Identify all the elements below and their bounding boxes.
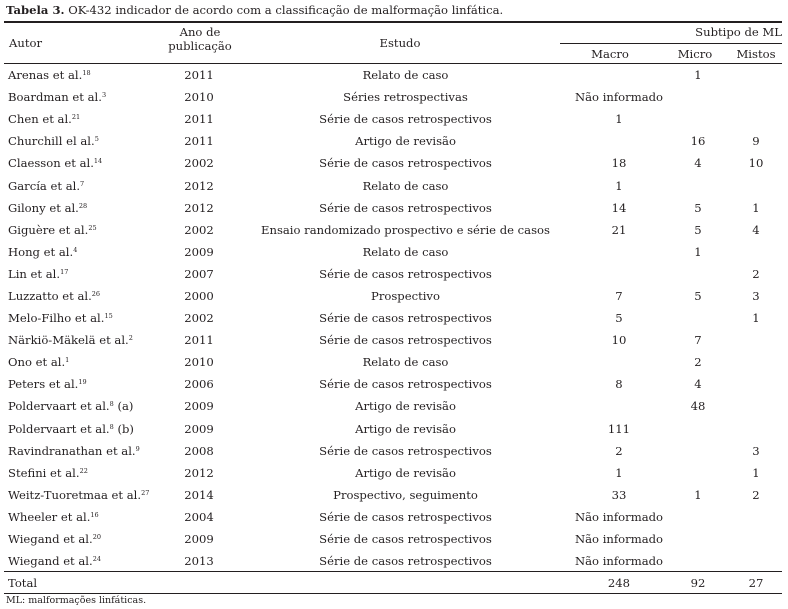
cell-micro: 7 — [694, 333, 702, 348]
cell-estudo: Artigo de revisão — [355, 134, 456, 149]
cell-mistos — [730, 86, 782, 108]
cell-micro — [666, 86, 730, 108]
cell-estudo: Série de casos retrospectivos — [319, 311, 492, 326]
cell-ano: 2011 — [184, 68, 214, 83]
header-ano-line2: publicação — [168, 39, 232, 53]
cell-autor — [4, 395, 159, 417]
cell-autor — [4, 108, 159, 130]
cell-ano: 2007 — [184, 266, 214, 281]
cell-estudo: Séries retrospectivas — [343, 90, 468, 105]
author-name: Giguère et al. — [8, 222, 89, 237]
cell-micro — [666, 263, 730, 285]
cell-macro: 1 — [615, 112, 623, 127]
cell-macro: Não informado — [574, 554, 664, 569]
author-name: Poldervaart et al. — [8, 399, 110, 414]
cell-micro: 1 — [694, 244, 702, 259]
cell-micro — [666, 550, 730, 572]
footnote: ML: malformações linfáticas. — [6, 595, 147, 606]
cell-estudo: Ensaio randomizado prospectivo e série de casos — [261, 222, 550, 237]
cell-ano: 2012 — [184, 465, 214, 480]
header-ano-line1: Ano de — [179, 25, 221, 39]
total-empty — [159, 572, 239, 594]
reference-number: 28 — [78, 201, 88, 210]
table-row — [4, 506, 782, 528]
cell-mistos: 9 — [752, 134, 760, 149]
table-caption-label: Tabela 3. — [6, 3, 65, 17]
cell-ano: 2010 — [184, 90, 214, 105]
author-suffix: (b) — [113, 421, 134, 436]
table-row — [4, 373, 782, 395]
cell-estudo: Série de casos retrospectivos — [319, 333, 492, 348]
cell-macro: 33 — [611, 487, 627, 502]
cell-ano: 2009 — [184, 532, 214, 547]
cell-estudo: Série de casos retrospectivos — [319, 509, 492, 524]
cell-autor — [4, 528, 159, 550]
cell-micro — [666, 506, 730, 528]
author-name: Luzzatto et al. — [8, 288, 92, 303]
reference-number: 16 — [90, 510, 99, 519]
cell-micro — [666, 174, 730, 196]
table-row — [4, 86, 782, 108]
cell-micro — [666, 418, 730, 440]
table-row — [4, 152, 782, 174]
cell-estudo: Relato de caso — [362, 244, 449, 259]
cell-micro: 5 — [694, 288, 702, 303]
cell-estudo: Série de casos retrospectivos — [319, 112, 492, 127]
cell-mistos — [730, 373, 782, 395]
author-suffix: (a) — [113, 399, 134, 414]
cell-macro — [572, 241, 666, 263]
cell-mistos — [730, 550, 782, 572]
cell-autor — [4, 329, 159, 351]
author-name: Wiegand et al. — [8, 532, 93, 547]
cell-micro: 5 — [694, 222, 702, 237]
table-row — [4, 462, 782, 484]
cell-macro — [572, 64, 666, 86]
subheader-rule — [560, 43, 782, 44]
reference-number: 18 — [82, 69, 91, 78]
reference-number: 22 — [79, 466, 88, 475]
table-row — [4, 484, 782, 506]
cell-macro: Não informado — [574, 509, 664, 524]
cell-mistos: 1 — [752, 200, 760, 215]
cell-estudo: Série de casos retrospectivos — [319, 156, 492, 171]
table-row — [4, 174, 782, 196]
cell-mistos — [730, 329, 782, 351]
cell-mistos — [730, 506, 782, 528]
author-name: Ono et al. — [8, 355, 66, 370]
reference-number: 20 — [92, 533, 101, 542]
author-name: Wiegand et al. — [8, 554, 93, 569]
author-name: Melo-Filho et al. — [8, 311, 105, 326]
cell-autor — [4, 64, 159, 86]
cell-autor — [4, 86, 159, 108]
cell-ano: 2009 — [184, 244, 214, 259]
header-autor: Autor — [9, 36, 43, 50]
cell-ano: 2008 — [184, 443, 214, 458]
author-name: Arenas et al. — [8, 68, 83, 83]
total-mistos: 27 — [748, 576, 764, 591]
cell-estudo: Prospectivo, seguimento — [333, 487, 478, 502]
cell-mistos — [730, 351, 782, 373]
table-row — [4, 241, 782, 263]
header-subtipo: Subtipo de ML — [695, 25, 782, 39]
cell-ano: 2010 — [184, 355, 214, 370]
reference-number: 17 — [60, 267, 69, 276]
cell-ano: 2013 — [184, 554, 214, 569]
cell-autor — [4, 219, 159, 241]
cell-estudo: Relato de caso — [362, 178, 449, 193]
cell-micro — [666, 108, 730, 130]
table-caption — [6, 3, 503, 17]
reference-number: 9 — [135, 444, 140, 453]
cell-ano: 2012 — [184, 178, 214, 193]
cell-macro — [572, 263, 666, 285]
reference-number: 19 — [78, 378, 87, 387]
total-label: Total — [8, 576, 38, 591]
total-empty — [239, 572, 572, 594]
table-body — [4, 64, 782, 594]
cell-mistos: 3 — [752, 288, 760, 303]
top-rule — [4, 21, 782, 23]
cell-estudo: Série de casos retrospectivos — [319, 532, 492, 547]
cell-micro — [666, 528, 730, 550]
table-row — [4, 285, 782, 307]
table-row — [4, 351, 782, 373]
table-row — [4, 108, 782, 130]
cell-micro — [666, 462, 730, 484]
reference-number: 14 — [93, 157, 103, 166]
reference-number: 1 — [65, 356, 70, 365]
cell-ano: 2011 — [184, 112, 214, 127]
cell-macro: 14 — [611, 200, 627, 215]
cell-macro: 1 — [615, 178, 623, 193]
total-row — [4, 572, 782, 594]
cell-macro: Não informado — [574, 90, 664, 105]
author-name: Peters et al. — [8, 377, 79, 392]
header-micro: Micro — [677, 47, 713, 61]
cell-ano: 2009 — [184, 421, 214, 436]
cell-estudo: Prospectivo — [371, 288, 440, 303]
author-name: Poldervaart et al. — [8, 421, 110, 436]
table-row — [4, 528, 782, 550]
cell-mistos — [730, 418, 782, 440]
cell-autor — [4, 351, 159, 373]
cell-mistos: 1 — [752, 465, 760, 480]
cell-autor — [4, 241, 159, 263]
table-row — [4, 550, 782, 572]
author-name: Lin et al. — [8, 266, 61, 281]
author-name: Gilony et al. — [8, 200, 79, 215]
table-row — [4, 219, 782, 241]
cell-micro: 16 — [690, 134, 706, 149]
cell-autor — [4, 440, 159, 462]
cell-ano: 2002 — [184, 222, 214, 237]
cell-ano: 2002 — [184, 156, 214, 171]
cell-ano: 2000 — [184, 288, 214, 303]
cell-autor — [4, 263, 159, 285]
cell-estudo: Série de casos retrospectivos — [319, 443, 492, 458]
cell-micro: 1 — [694, 68, 702, 83]
cell-autor — [4, 174, 159, 196]
cell-autor — [4, 307, 159, 329]
cell-micro — [666, 307, 730, 329]
cell-mistos: 10 — [748, 156, 764, 171]
reference-number: 27 — [141, 488, 150, 497]
cell-micro: 2 — [694, 355, 702, 370]
cell-mistos — [730, 241, 782, 263]
header-mistos: Mistos — [736, 47, 776, 61]
cell-micro: 1 — [694, 487, 702, 502]
cell-mistos — [730, 395, 782, 417]
reference-number: 5 — [94, 135, 99, 144]
data-table — [4, 64, 782, 594]
author-name: Chen et al. — [8, 112, 72, 127]
table-row — [4, 418, 782, 440]
cell-ano: 2011 — [184, 333, 214, 348]
cell-estudo: Relato de caso — [362, 355, 449, 370]
cell-estudo: Artigo de revisão — [355, 421, 456, 436]
cell-ano: 2004 — [184, 509, 214, 524]
cell-mistos — [730, 108, 782, 130]
cell-mistos — [730, 64, 782, 86]
author-name: Wheeler et al. — [8, 509, 91, 524]
cell-macro: 10 — [611, 333, 627, 348]
cell-macro: 111 — [607, 421, 631, 436]
cell-macro — [572, 130, 666, 152]
reference-number: 8 — [109, 422, 114, 431]
cell-macro — [572, 395, 666, 417]
author-name: Churchill el al. — [8, 134, 95, 149]
reference-number: 8 — [109, 400, 114, 409]
table-row — [4, 130, 782, 152]
cell-autor — [4, 130, 159, 152]
cell-autor — [4, 550, 159, 572]
cell-micro: 5 — [694, 200, 702, 215]
reference-number: 4 — [73, 245, 78, 254]
header-ano — [160, 25, 240, 53]
cell-macro: 7 — [615, 288, 623, 303]
total-macro: 248 — [607, 576, 631, 591]
author-name: Ravindranathan et al. — [8, 443, 136, 458]
author-name: Närkiö-Mäkelä et al. — [8, 333, 129, 348]
cell-ano: 2006 — [184, 377, 214, 392]
cell-micro: 4 — [694, 377, 702, 392]
reference-number: 7 — [80, 179, 85, 188]
cell-ano: 2009 — [184, 399, 214, 414]
cell-ano: 2012 — [184, 200, 214, 215]
cell-macro: 1 — [615, 465, 623, 480]
table-row — [4, 64, 782, 86]
cell-autor — [4, 484, 159, 506]
cell-estudo: Série de casos retrospectivos — [319, 554, 492, 569]
reference-number: 2 — [128, 334, 133, 343]
cell-mistos: 2 — [752, 487, 760, 502]
table-row — [4, 329, 782, 351]
author-name: Boardman et al. — [8, 90, 102, 105]
cell-mistos: 4 — [752, 222, 760, 237]
header-estudo: Estudo — [379, 36, 421, 50]
cell-autor — [4, 373, 159, 395]
cell-autor — [4, 285, 159, 307]
header-macro: Macro — [591, 47, 629, 61]
cell-autor — [4, 506, 159, 528]
cell-ano: 2011 — [184, 134, 214, 149]
cell-estudo: Série de casos retrospectivos — [319, 377, 492, 392]
author-name: Claesson et al. — [8, 156, 94, 171]
cell-autor — [4, 462, 159, 484]
cell-mistos: 3 — [752, 443, 760, 458]
cell-macro: 18 — [611, 156, 627, 171]
author-name: García et al. — [8, 178, 81, 193]
cell-macro: 21 — [611, 222, 627, 237]
table-row — [4, 263, 782, 285]
cell-macro: 2 — [615, 443, 623, 458]
author-name: Weitz-Tuoretmaa et al. — [8, 487, 142, 502]
table-row — [4, 440, 782, 462]
cell-ano: 2014 — [184, 487, 214, 502]
cell-estudo: Relato de caso — [362, 68, 449, 83]
cell-micro: 48 — [690, 399, 706, 414]
table-caption-text: OK-432 indicador de acordo com a classificação de malformação linfática. — [64, 3, 504, 17]
table-row — [4, 307, 782, 329]
cell-mistos: 2 — [752, 266, 760, 281]
reference-number: 15 — [104, 312, 113, 321]
reference-number: 26 — [91, 289, 101, 298]
cell-ano: 2002 — [184, 311, 214, 326]
cell-estudo: Série de casos retrospectivos — [319, 200, 492, 215]
cell-autor — [4, 418, 159, 440]
total-micro: 92 — [690, 576, 706, 591]
author-name: Hong et al. — [8, 244, 74, 259]
cell-autor — [4, 152, 159, 174]
table-row — [4, 395, 782, 417]
cell-estudo: Artigo de revisão — [355, 399, 456, 414]
cell-macro: 5 — [615, 311, 623, 326]
cell-estudo: Artigo de revisão — [355, 465, 456, 480]
cell-macro: 8 — [615, 377, 623, 392]
table-row — [4, 197, 782, 219]
cell-macro — [572, 351, 666, 373]
reference-number: 21 — [71, 113, 81, 122]
cell-micro: 4 — [694, 156, 702, 171]
cell-autor — [4, 197, 159, 219]
cell-estudo: Série de casos retrospectivos — [319, 266, 492, 281]
reference-number: 3 — [101, 91, 107, 100]
reference-number: 24 — [92, 555, 101, 564]
cell-macro: Não informado — [574, 532, 664, 547]
cell-micro — [666, 440, 730, 462]
cell-mistos — [730, 174, 782, 196]
cell-mistos — [730, 528, 782, 550]
author-name: Stefini et al. — [8, 465, 80, 480]
reference-number: 25 — [88, 223, 97, 232]
cell-mistos: 1 — [752, 311, 760, 326]
